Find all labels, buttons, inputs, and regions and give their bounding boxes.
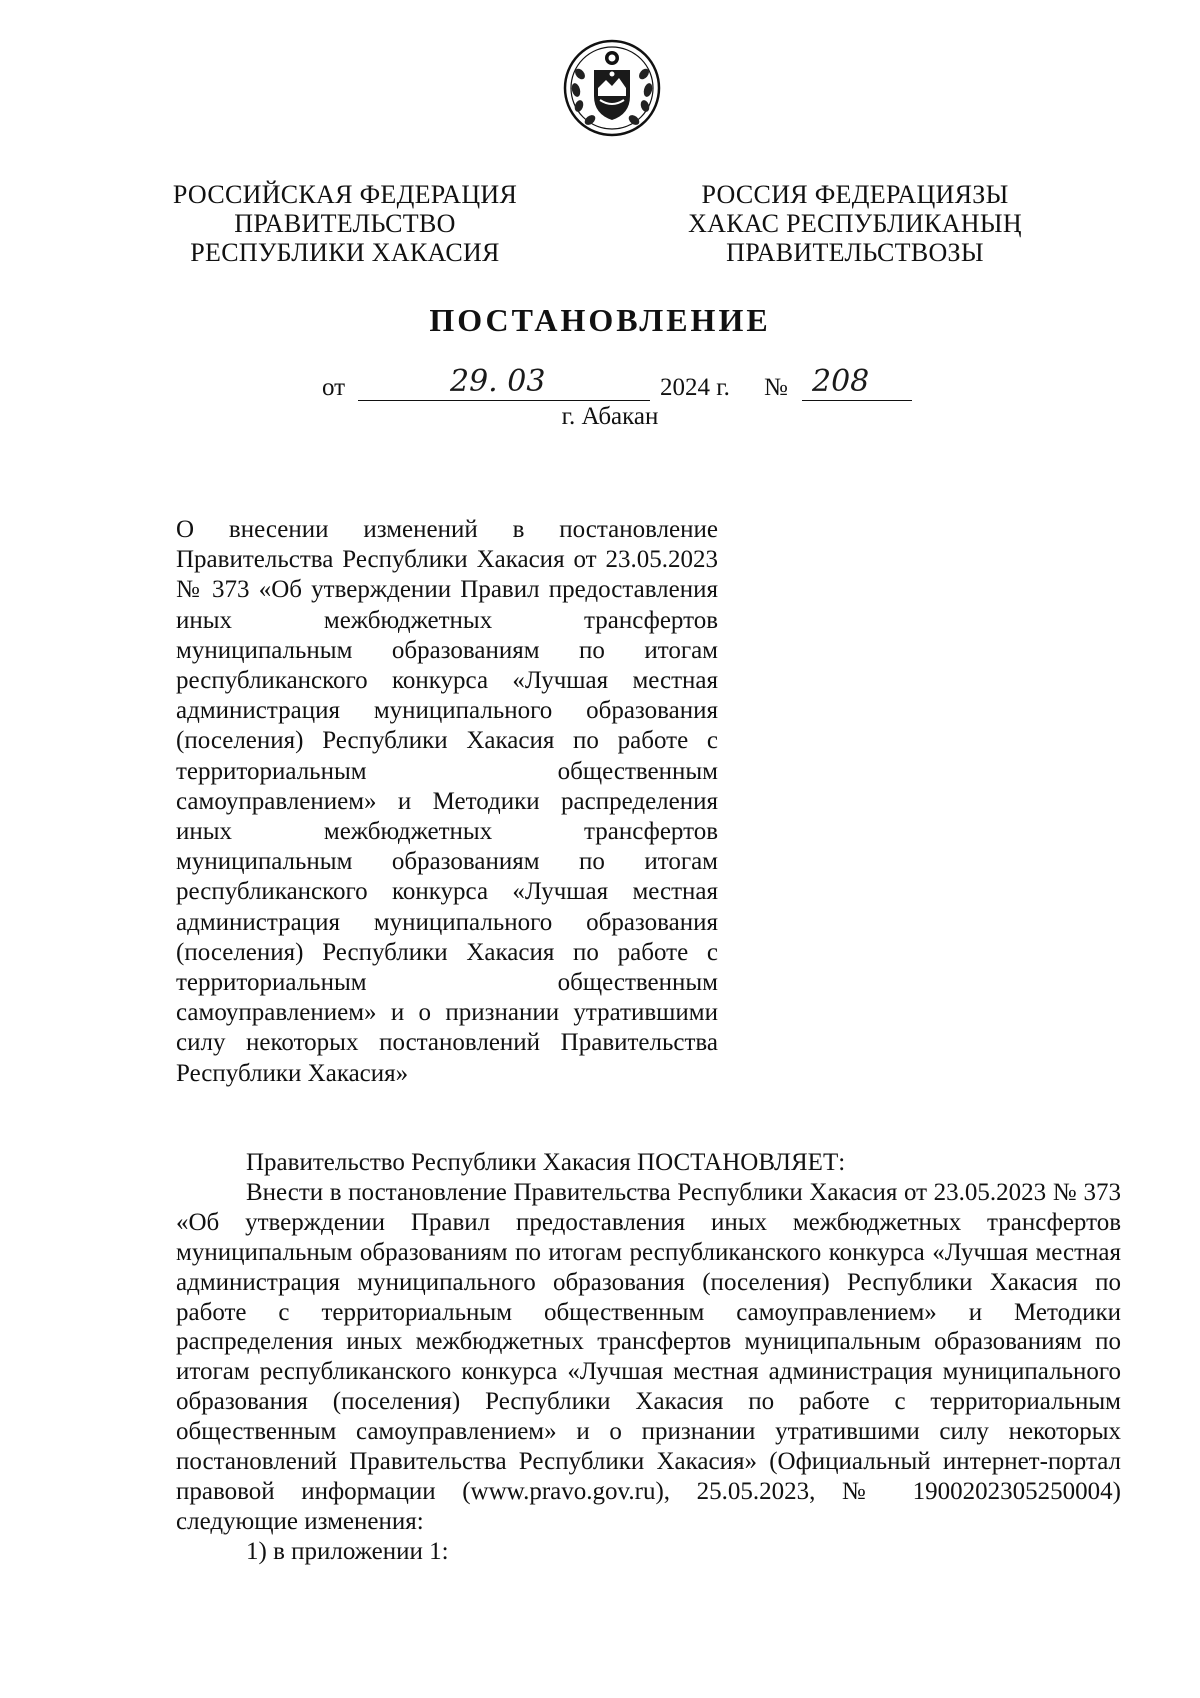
- number-label: №: [764, 374, 788, 401]
- header-right-line-3: ПРАВИТЕЛЬСТВОЗЫ: [726, 238, 984, 267]
- resolution-paragraph: Внести в постановление Правительства Республики Хакасия от 23.05.2023 № 373 «Об утверждении Правил предоставления иных межбюджетных трансфертов муниципальным образованиям по итогам республиканского конкурса «Лучшая местная администрация муниципального образования (поселения) Республики Хакасия по работе с территориальным общественным самоуправлением» и Методики распределения иных межбюджетных трансфертов муниципальным образованиям по итогам республиканского конкурса «Лучшая местная администрация муниципального образования (поселения) Республики Хакасия по работе с территориальным общественным самоуправлением» и о признании утратившими силу некоторых постановлений Правительства Республики Хакасия» (Официальный интернет-портал правовой информации (www.pravo.gov.ru), 25.05.2023, № 1900202305250004) следующие изменения:: [176, 1178, 1121, 1535]
- from-label: от: [322, 374, 346, 401]
- city-label: г. Абакан: [561, 403, 659, 430]
- handwritten-number: 208: [812, 364, 870, 399]
- body-block: [176, 1148, 1121, 1567]
- year-label: 2024 г.: [660, 374, 730, 401]
- subject-text: О внесении изменений в постановление Правительства Республики Хакасия от 23.05.2023 № 373 «Об утверждении Правил предоставления иных межбюджетных трансфертов муниципальным образованиям по итогам республиканского конкурса «Лучшая местная администрация муниципального образования (поселения) Республики Хакасия по работе с территориальным общественным самоуправлением» и Методики распределения иных межбюджетных трансфертов муниципальным образованиям по итогам республиканского конкурса «Лучшая местная администрация муниципального образования (поселения) Республики Хакасия по работе с территориальным общественным самоуправлением» и о признании утратившими силу некоторых постановлений Правительства Республики Хакасия»: [176, 516, 718, 1087]
- header-right-line-2: ХАКАС РЕСПУБЛИКАНЫҢ: [688, 209, 1022, 238]
- document-title: ПОСТАНОВЛЕНИЕ: [429, 302, 771, 338]
- date-blank: [358, 364, 650, 401]
- handwritten-date: 29. 03: [450, 364, 546, 399]
- header-left-block: [170, 180, 520, 267]
- header-left-line-1: РОССИЙСКАЯ ФЕДЕРАЦИЯ: [172, 180, 518, 209]
- list-item-1: 1) в приложении 1:: [246, 1537, 449, 1565]
- header-right-block: [665, 180, 1045, 267]
- header-left-line-3: РЕСПУБЛИКИ ХАКАСИЯ: [190, 238, 500, 267]
- header-right-line-1: РОССИЯ ФЕДЕРАЦИЯЗЫ: [701, 180, 1009, 209]
- number-blank: [802, 364, 912, 401]
- resolution-lead: Правительство Республики Хакасия ПОСТАНОВЛЯЕТ:: [246, 1149, 846, 1176]
- header-left-line-2: ПРАВИТЕЛЬСТВО: [234, 209, 456, 238]
- coat-of-arms-emblem: [562, 38, 662, 138]
- subject-block: [176, 515, 718, 1089]
